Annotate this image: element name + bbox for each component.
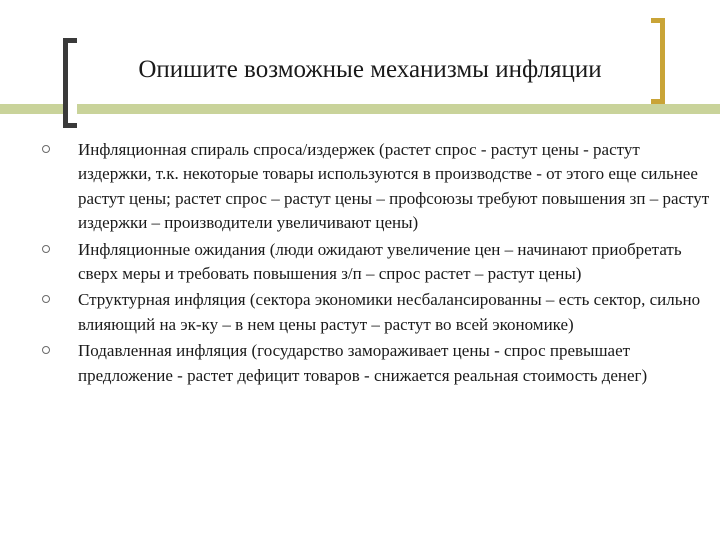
right-bracket-decoration <box>651 18 665 104</box>
list-item <box>34 238 710 287</box>
circle-bullet-icon <box>42 295 50 303</box>
list-item <box>34 339 710 388</box>
left-bracket-decoration <box>63 38 77 128</box>
slide-title: Опишите возможные механизмы инфляции <box>138 56 602 83</box>
list-item-text: Подавленная инфляция (государство замораживает цены - спрос превышает предложение - растет дефицит товаров - снижается реальная стоимость денег) <box>78 341 648 385</box>
list-item-text: Инфляционная спираль спроса/издержек (растет спрос - растут цены - растут издержки, т.к. некоторые товары используются в производстве - от этого еще сильнее растут цены; растет спрос – растут цены – профсоюзы требуют повышения зп – растут издержки – производители увеличивают цены) <box>78 140 710 233</box>
circle-bullet-icon <box>42 346 50 354</box>
circle-bullet-icon <box>42 145 50 153</box>
list-item <box>34 288 710 337</box>
title-accent-bar <box>0 104 720 114</box>
list-item <box>34 138 710 236</box>
list-item-text: Структурная инфляция (сектора экономики несбалансированны – есть сектор, сильно влияющий на эк-ку – в нем цены растут – растут во всей экономике) <box>78 290 701 334</box>
list-item-text: Инфляционные ожидания (люди ожидают увеличение цен – начинают приобретать сверх меры и требовать повышения з/п – спрос растет – растут цены) <box>78 239 682 284</box>
circle-bullet-icon <box>42 245 50 253</box>
bullet-list <box>34 138 710 390</box>
